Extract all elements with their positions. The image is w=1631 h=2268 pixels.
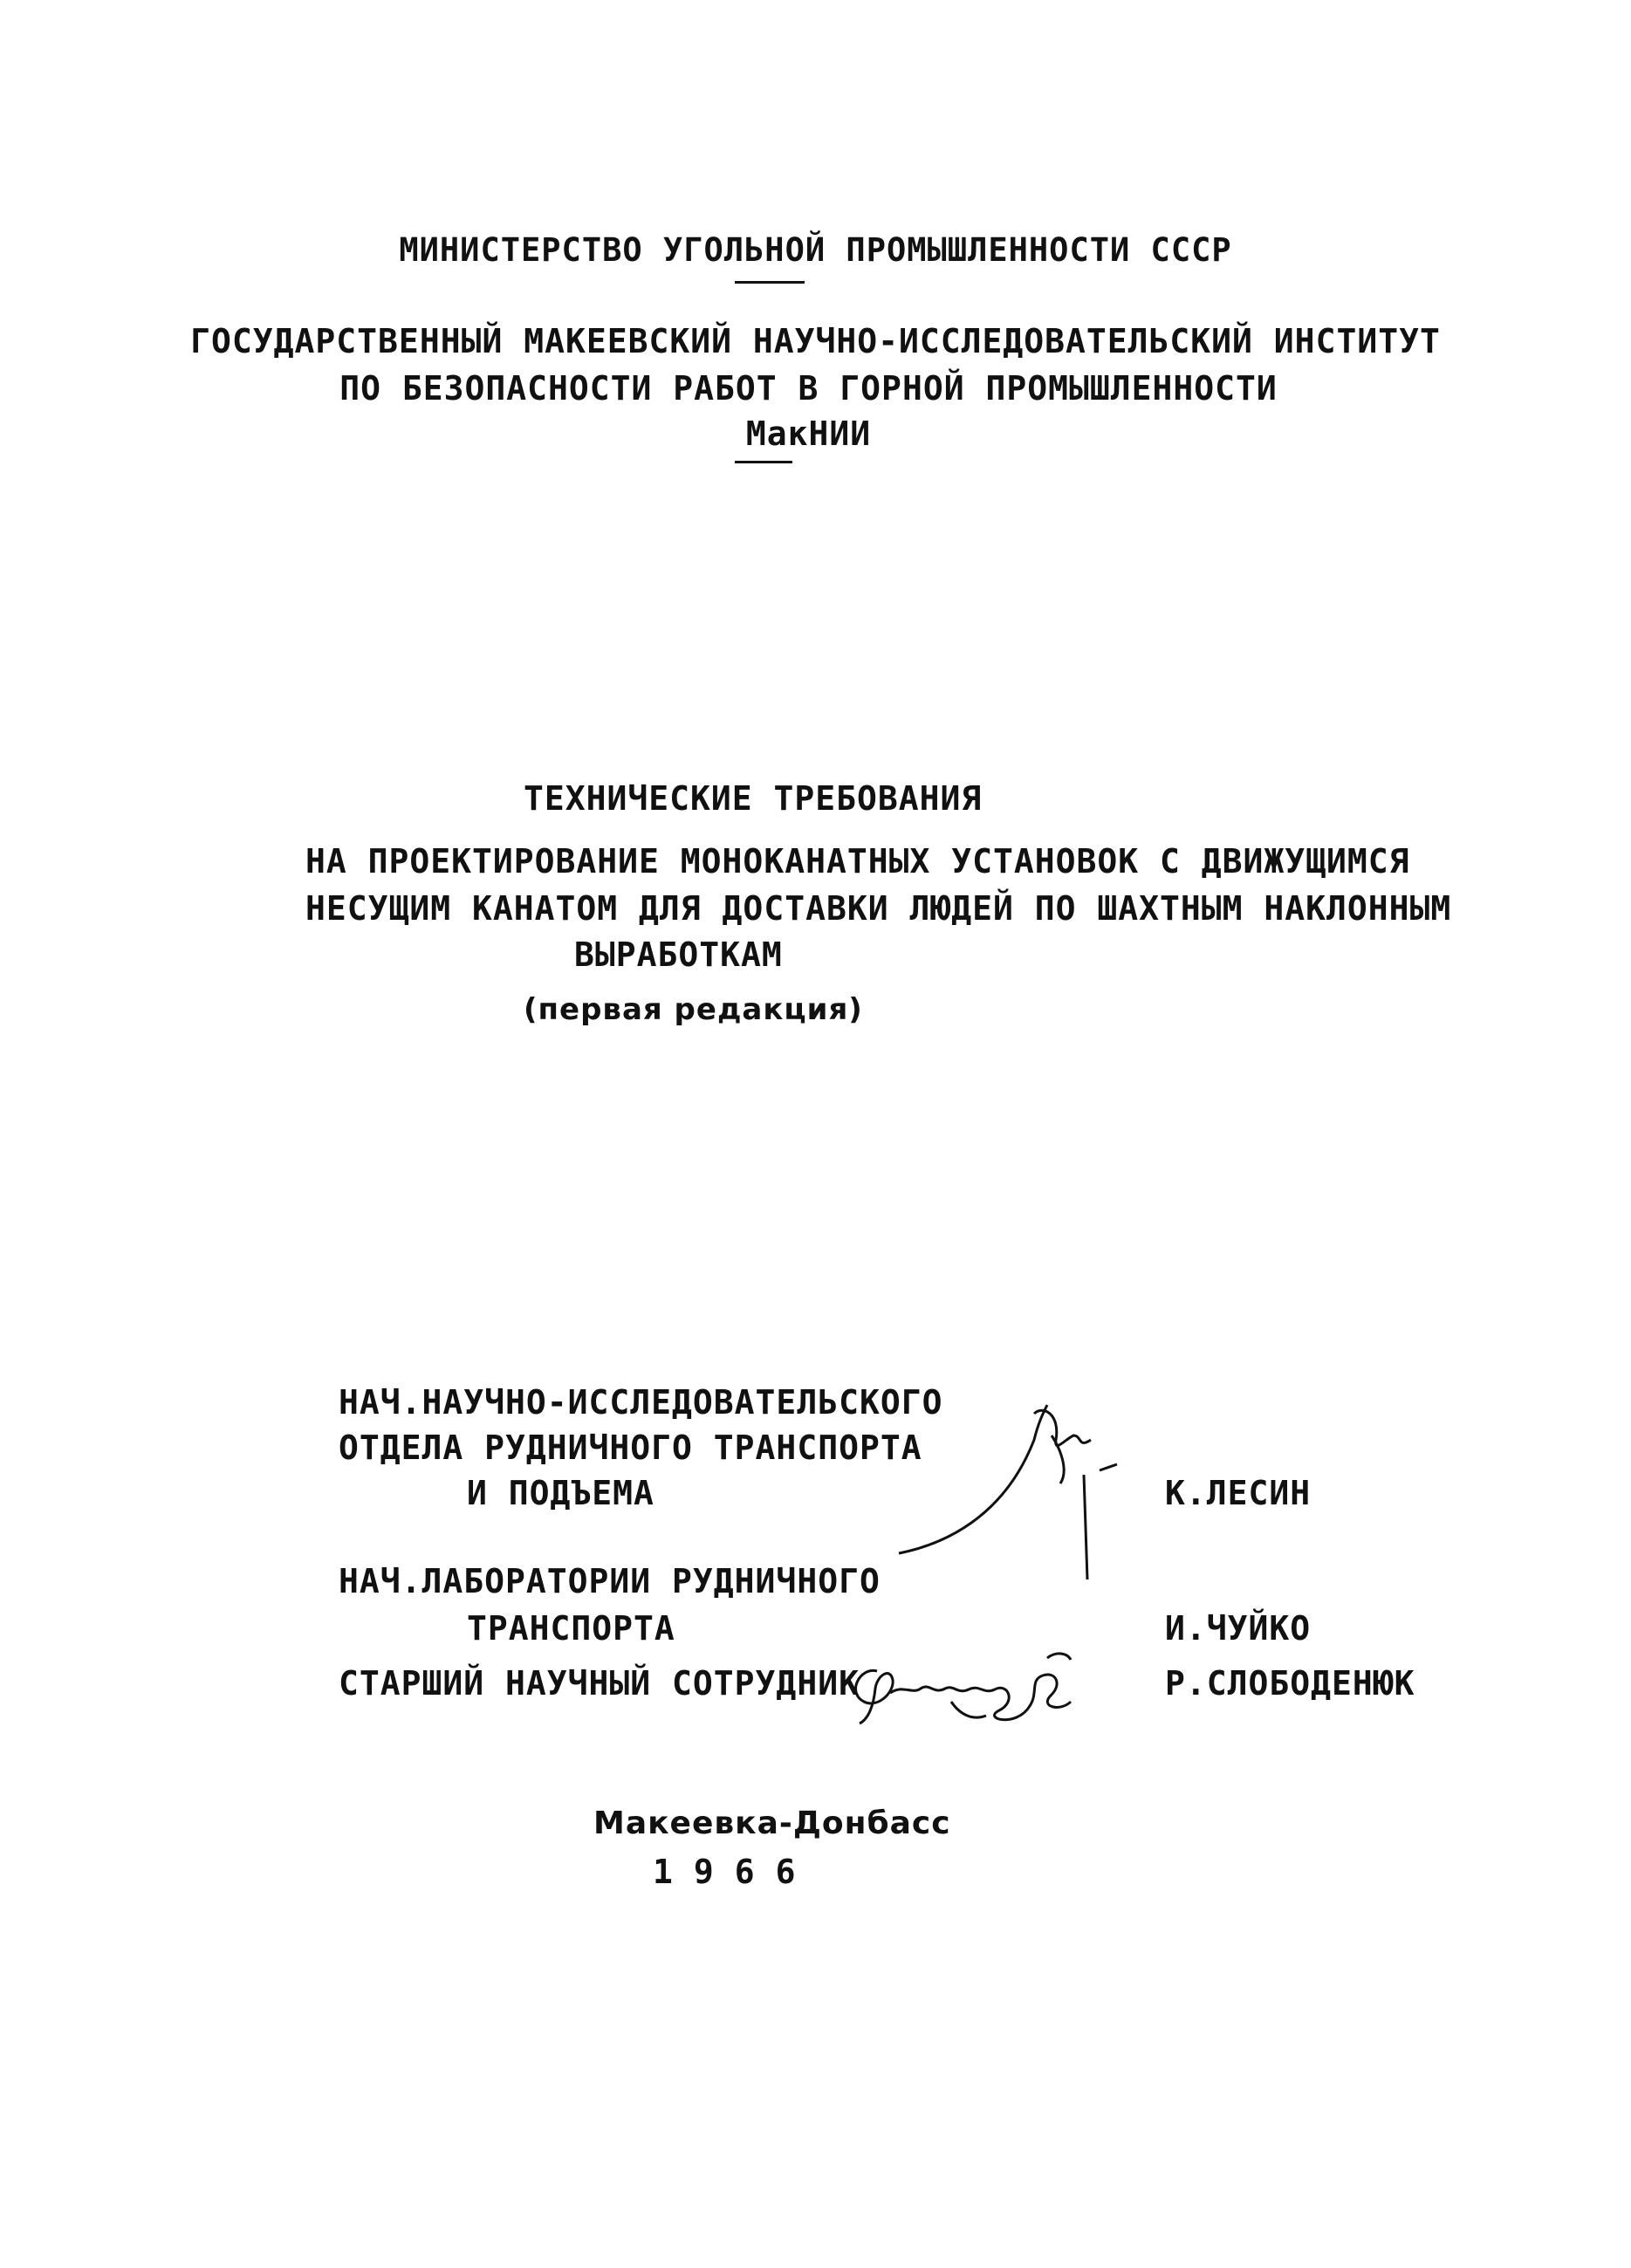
publication-year: 1966	[653, 1853, 817, 1891]
abbr-divider	[735, 461, 792, 463]
signatory-1-position-line-1: НАЧ.НАУЧНО-ИССЛЕДОВАТЕЛЬСКОГО	[339, 1383, 943, 1422]
institute-name-line-2: ПО БЕЗОПАСНОСТИ РАБОТ В ГОРНОЙ ПРОМЫШЛЕННОСТИ	[339, 369, 1278, 408]
institute-abbreviation: МакНИИ	[745, 415, 872, 453]
document-subject-line-1: НА ПРОЕКТИРОВАНИЕ МОНОКАНАТНЫХ УСТАНОВОК С ДВИЖУЩИМСЯ	[305, 842, 1410, 880]
signatory-3-position: СТАРШИЙ НАУЧНЫЙ СОТРУДНИК	[339, 1664, 860, 1703]
signatory-1-name: К.ЛЕСИН	[1165, 1474, 1312, 1512]
signatory-1-position-line-2: ОТДЕЛА РУДНИЧНОГО ТРАНСПОРТА	[339, 1429, 922, 1467]
edition-note: (первая редакция)	[524, 992, 863, 1027]
institute-name-line-1: ГОСУДАРСТВЕННЫЙ МАКЕЕВСКИЙ НАУЧНО-ИССЛЕДОВАТЕЛЬСКИЙ ИНСТИТУТ	[190, 322, 1441, 360]
header-divider	[735, 281, 805, 284]
document-title: ТЕХНИЧЕСКИЕ ТРЕБОВАНИЯ	[524, 779, 983, 818]
signature-lesin	[881, 1388, 1143, 1588]
ministry-heading: МИНИСТЕРСТВО УГОЛЬНОЙ ПРОМЫШЛЕННОСТИ СССР	[399, 231, 1232, 269]
signatory-2-position-line-1: НАЧ.ЛАБОРАТОРИИ РУДНИЧНОГО	[339, 1562, 881, 1600]
signatory-2-name: И.ЧУЙКО	[1165, 1609, 1312, 1648]
signatory-2-position-line-2: ТРАНСПОРТА	[467, 1609, 675, 1648]
signature-slobodenyuk	[842, 1641, 1104, 1737]
signatory-1-position-line-3: И ПОДЪЕМА	[467, 1474, 654, 1512]
place-of-publication: Макеевка-Донбасс	[593, 1805, 951, 1841]
document-subject-line-3: ВЫРАБОТКАМ	[574, 935, 783, 974]
signatory-3-name: Р.СЛОБОДЕНЮК	[1165, 1664, 1415, 1703]
document-subject-line-2: НЕСУЩИМ КАНАТОМ ДЛЯ ДОСТАВКИ ЛЮДЕЙ ПО ШАХТНЫМ НАКЛОННЫМ	[305, 889, 1452, 928]
